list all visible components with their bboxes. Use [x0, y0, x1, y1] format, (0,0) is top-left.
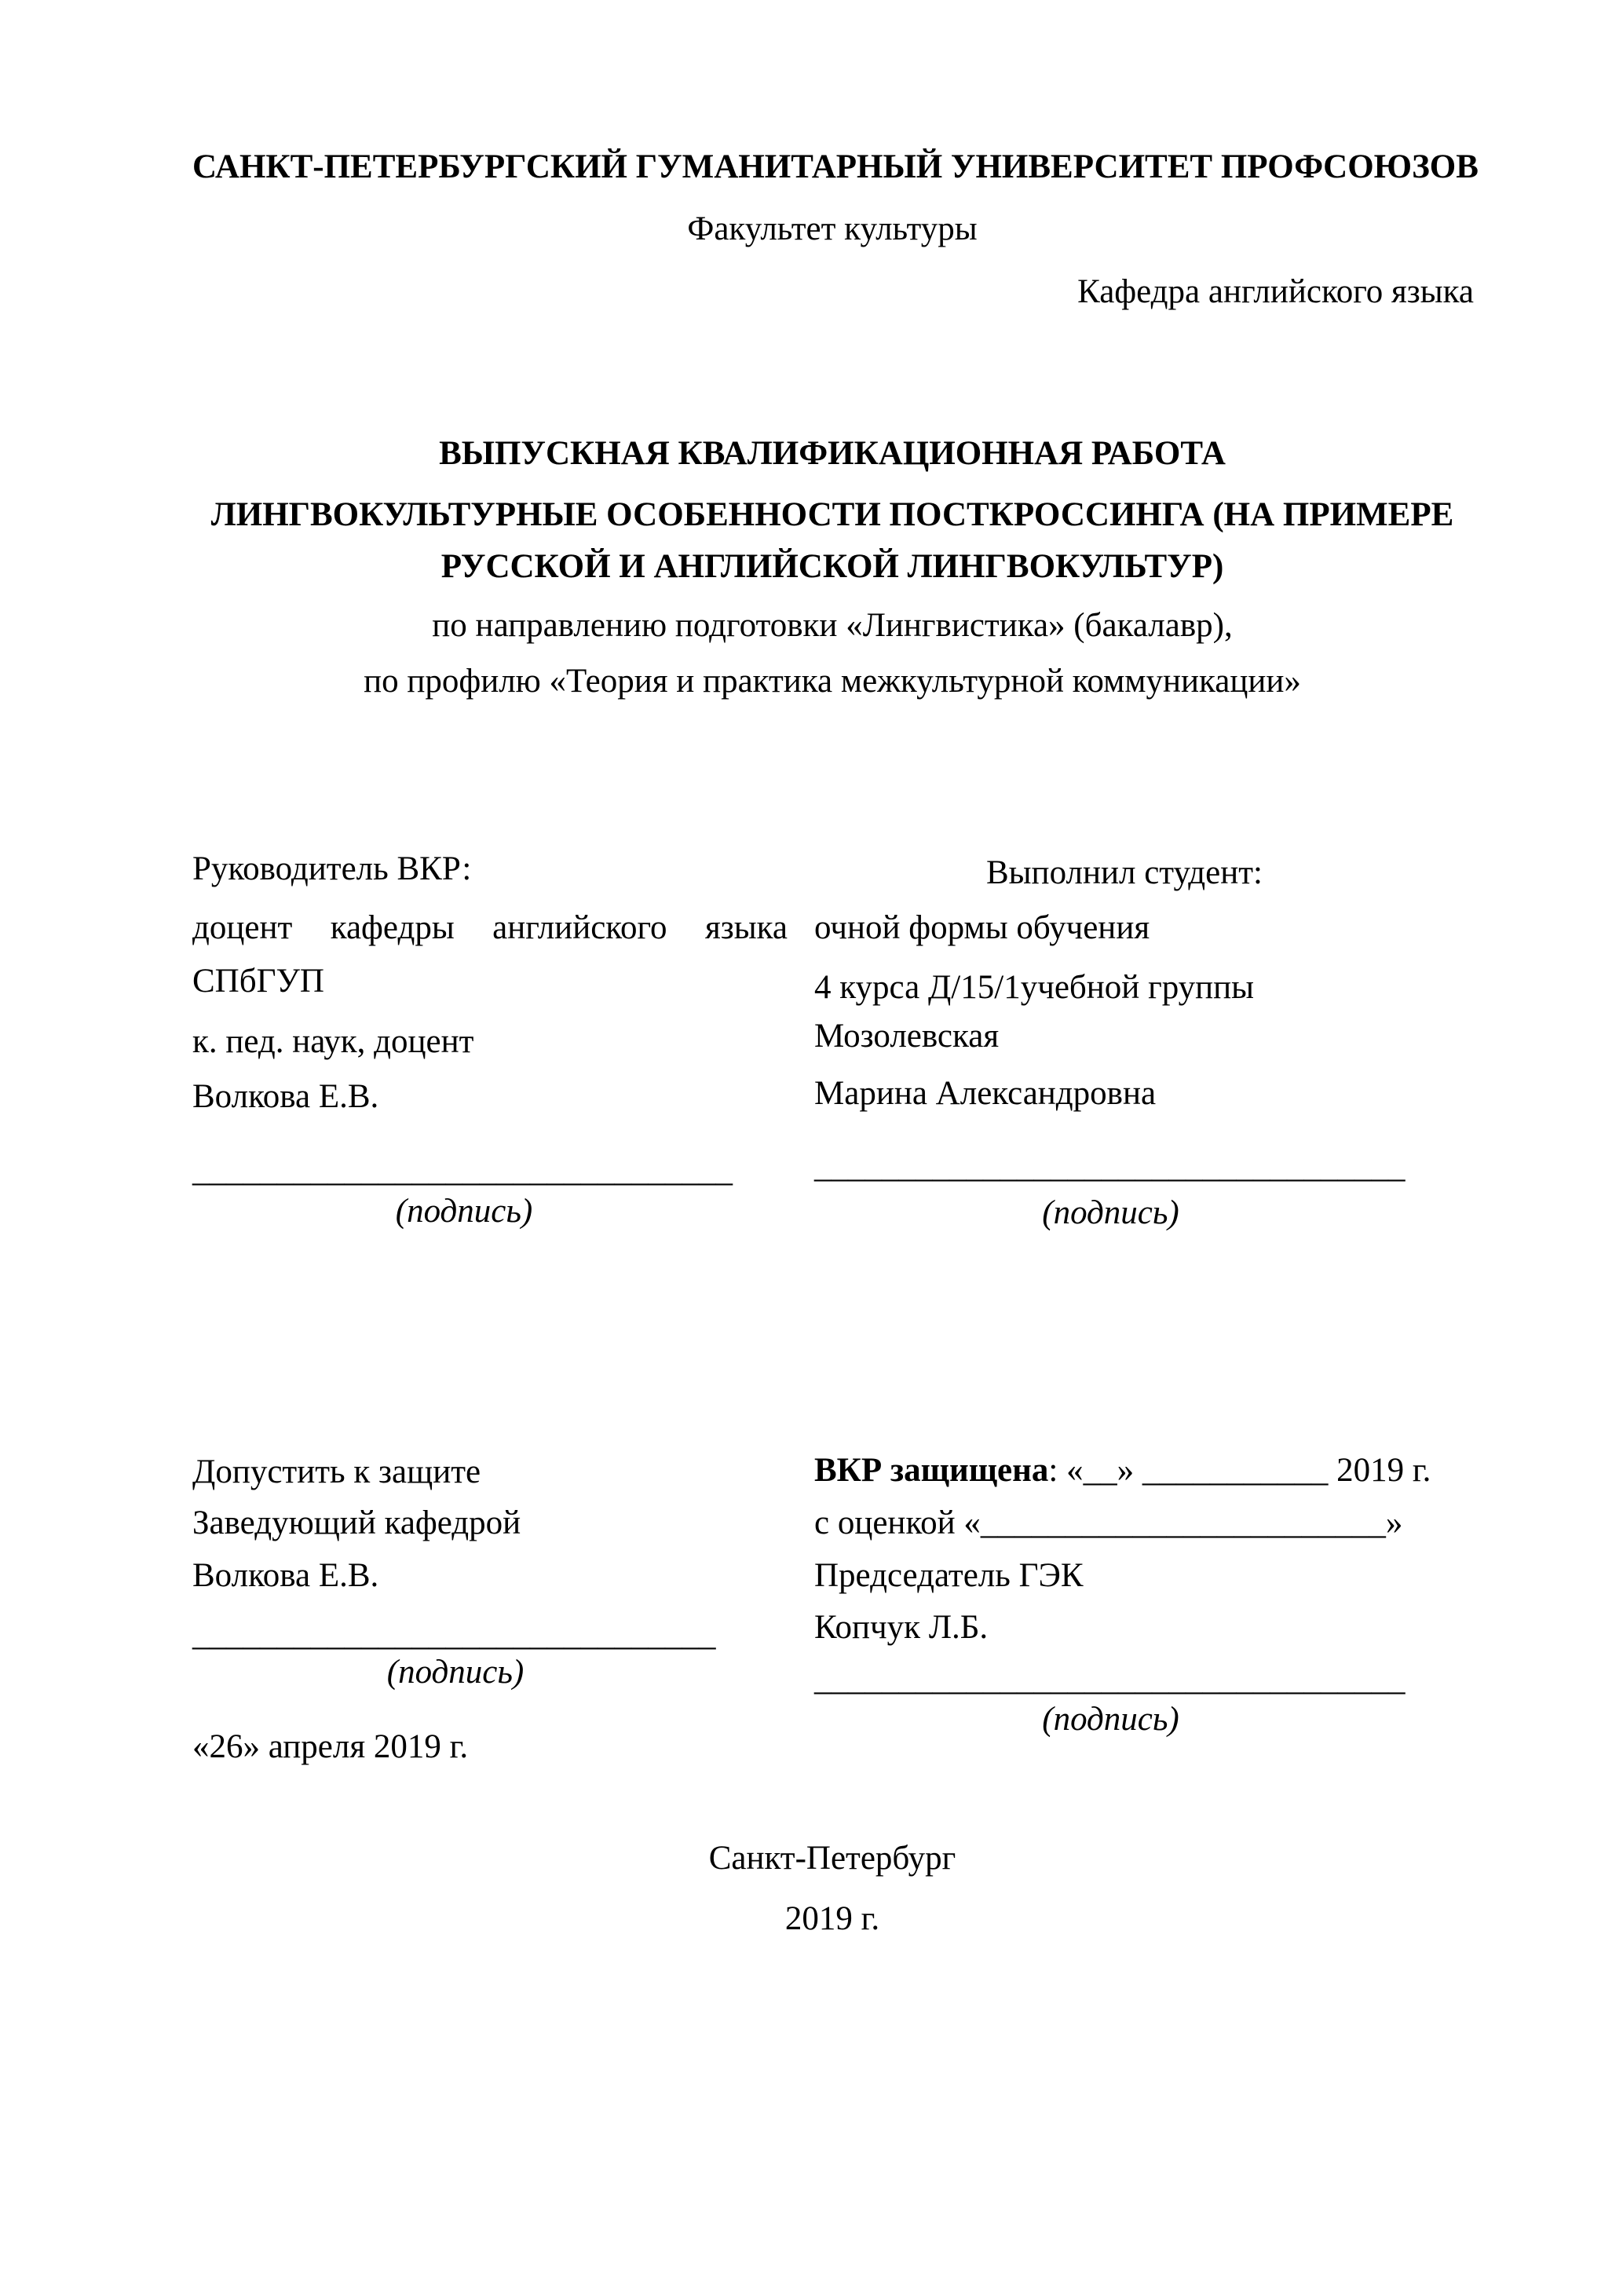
defense-signature-line: ___________________________________: [814, 1661, 1406, 1698]
footer-year: 2019 г.: [784, 1900, 880, 1937]
supervisor-degree: к. пед. наук, доцент: [192, 1023, 474, 1060]
defense-defended-label: ВКР защищена: [814, 1452, 1049, 1489]
defense-grade-line: с оценкой «________________________»: [814, 1504, 1403, 1541]
admission-line1: Допустить к защите: [192, 1453, 481, 1490]
student-signature-line: ___________________________________: [814, 1148, 1406, 1185]
supervisor-signature-line: ________________________________: [192, 1152, 733, 1189]
student-heading: Выполнил студент:: [985, 854, 1263, 891]
student-signature-caption: (подпись): [1042, 1194, 1179, 1231]
thesis-title-line1: ЛИНГВОКУЛЬТУРНЫЕ ОСОБЕННОСТИ ПОСТКРОССИНГА (НА ПРИМЕРЕ: [210, 496, 1454, 533]
footer-city: Санкт-Петербург: [708, 1840, 956, 1877]
defense-defended-rest: : «__» ___________ 2019 г.: [1048, 1452, 1431, 1489]
defense-chairman-name: Копчук Л.Б.: [814, 1609, 989, 1646]
admission-signature-caption: (подпись): [386, 1654, 525, 1691]
work-type-heading: ВЫПУСКНАЯ КВАЛИФИКАЦИОННАЯ РАБОТА: [439, 435, 1226, 472]
admission-head-name: Волкова Е.В.: [192, 1557, 379, 1594]
supervisor-name: Волкова Е.В.: [192, 1078, 379, 1115]
student-surname: Мозолевская: [814, 1018, 1000, 1055]
defense-chairman-title: Председатель ГЭК: [814, 1557, 1084, 1594]
student-group: 4 курса Д/15/1учебной группы: [814, 969, 1255, 1006]
faculty-name: Факультет культуры: [687, 210, 978, 247]
thesis-title-line2: РУССКОЙ И АНГЛИЙСКОЙ ЛИНГВОКУЛЬТУР): [440, 548, 1224, 585]
study-program: по направлению подготовки «Лингвистика» (бакалавр),: [432, 607, 1233, 644]
supervisor-position-line1: доцент кафедры английского языка: [192, 909, 788, 946]
admission-signature-line: _______________________________: [192, 1616, 716, 1653]
student-study-form: очной формы обучения: [814, 909, 1150, 946]
supervisor-heading: Руководитель ВКР:: [192, 850, 472, 887]
study-profile: по профилю «Теория и практика межкультурной коммуникации»: [364, 663, 1301, 700]
department-name: Кафедра английского языка: [1077, 273, 1474, 310]
admission-line2: Заведующий кафедрой: [192, 1504, 521, 1541]
student-name: Марина Александровна: [814, 1075, 1157, 1112]
defense-line: [814, 1450, 1435, 1491]
defense-signature-caption: (подпись): [1042, 1701, 1179, 1738]
university-name: САНКТ-ПЕТЕРБУРГСКИЙ ГУМАНИТАРНЫЙ УНИВЕРСИТЕТ ПРОФСОЮЗОВ: [192, 148, 1479, 185]
supervisor-signature-caption: (подпись): [395, 1193, 533, 1230]
admission-date: «26» апреля 2019 г.: [192, 1728, 469, 1765]
supervisor-position-line2: СПбГУП: [192, 963, 324, 1000]
